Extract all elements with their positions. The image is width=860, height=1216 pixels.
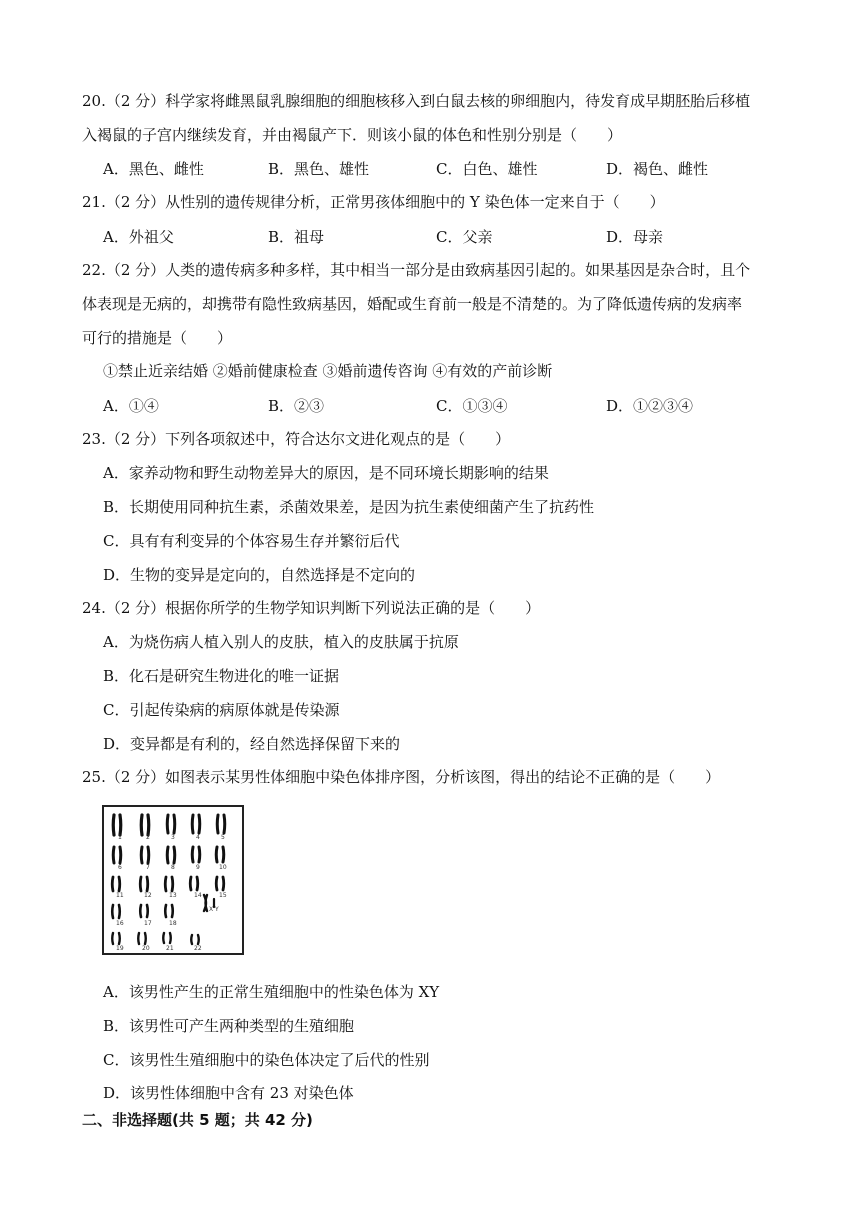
chromosome-number-15: 15 [219, 892, 227, 899]
chromosome-number-14: 14 [194, 892, 202, 899]
question-24-option-a: A．为烧伤病人植入别人的皮肤，植入的皮肤属于抗原 [103, 633, 459, 651]
question-24-option-d: D．变异都是有利的，经自然选择保留下来的 [103, 735, 401, 753]
karyotype-figure [102, 805, 244, 955]
chromosome-5-a [217, 815, 218, 833]
chromosome-13-a [165, 877, 166, 891]
chromosome-6-a [113, 847, 114, 863]
chromosome-3-a [167, 815, 168, 833]
chromosome-number-7: 7 [146, 864, 150, 871]
chromosome-12-a [140, 877, 141, 891]
chromosome-10-a [216, 847, 217, 862]
chromosome-16-a [112, 905, 113, 918]
chromosome-12-b [147, 877, 148, 891]
question-21-option-d: D．母亲 [606, 228, 664, 246]
question-22-stem-line-3: 可行的措施是（ ） [82, 329, 233, 347]
chromosome-2-a [141, 815, 142, 835]
chromosome-number-19: 19 [116, 945, 124, 952]
chromosome-22-a [191, 935, 192, 944]
question-24-option-b: B．化石是研究生物进化的唯一证据 [103, 667, 340, 685]
chromosome-21-a [163, 933, 164, 943]
question-20-stem-line-2: 入褐鼠的子宫内继续发育，并由褐鼠产下．则该小鼠的体色和性别分别是（ ） [82, 126, 623, 144]
chromosome-number-6: 6 [118, 864, 122, 871]
chromosome-18-b [172, 905, 173, 917]
section-title: 二、非选择题(共 5 题；共 42 分) [82, 1111, 313, 1129]
sex-chromosome-label: X Y [209, 906, 219, 913]
question-20-option-a: A．黑色、雌性 [103, 160, 204, 178]
question-21-option-c: C．父亲 [436, 228, 493, 246]
chromosome-14-a [190, 877, 191, 890]
chromosome-number-9: 9 [196, 864, 200, 871]
chromosome-number-12: 12 [144, 892, 152, 899]
chromosome-number-10: 10 [219, 864, 227, 871]
question-20-stem-line-1: 20.（2 分）科学家将雌黑鼠乳腺细胞的细胞核移入到白鼠去核的卵细胞内，待发育成早期胚胎后移植 [82, 92, 751, 110]
chromosome-number-11: 11 [116, 892, 124, 899]
question-22-option-b: B．②③ [268, 397, 325, 415]
question-22-option-a: A．①④ [103, 397, 159, 415]
chromosome-number-4: 4 [196, 834, 200, 841]
chromosome-16-b [119, 905, 120, 918]
question-25-option-c: C．该男性生殖细胞中的染色体决定了后代的性别 [103, 1051, 430, 1069]
question-20-option-c: C．白色、雄性 [436, 160, 538, 178]
chromosome-2-b [148, 815, 149, 835]
chromosome-number-1: 1 [118, 834, 122, 841]
chromosome-number-2: 2 [146, 834, 150, 841]
question-23-option-c: C．具有有利变异的个体容易生存并繁衍后代 [103, 532, 400, 550]
question-24-option-c: C．引起传染病的病原体就是传染源 [103, 701, 340, 719]
chromosome-10-b [223, 847, 224, 862]
chromosome-18-a [165, 905, 166, 917]
chromosome-3-b [174, 815, 175, 833]
chromosome-15-a [216, 877, 217, 890]
question-21-stem: 21.（2 分）从性别的遗传规律分析，正常男孩体细胞中的 Y 染色体一定来自于（ ） [82, 193, 665, 211]
chromosome-1-a [113, 815, 114, 835]
question-20-option-d: D．褐色、雌性 [606, 160, 709, 178]
chromosome-20-b [145, 933, 146, 944]
question-21-option-a: A．外祖父 [103, 228, 174, 246]
question-23-option-a: A．家养动物和野生动物差异大的原因，是不同环境长期影响的结果 [103, 464, 549, 482]
chromosome-14-b [197, 877, 198, 890]
chromosome-9-b [199, 847, 200, 862]
question-22-option-c: C．①③④ [436, 397, 508, 415]
question-23-option-b: B．长期使用同种抗生素，杀菌效果差，是因为抗生素使细菌产生了抗药性 [103, 498, 595, 516]
question-23-stem: 23.（2 分）下列各项叙述中，符合达尔文进化观点的是（ ） [82, 430, 511, 448]
chromosome-11-a [112, 877, 113, 891]
chromosome-6-b [120, 847, 121, 863]
chromosome-8-a [167, 847, 168, 863]
chromosome-number-16: 16 [116, 920, 124, 927]
chromosome-x [204, 895, 207, 911]
chromosome-15-b [223, 877, 224, 890]
chromosome-21-b [170, 933, 171, 943]
chromosome-number-8: 8 [171, 864, 175, 871]
chromosome-8-b [174, 847, 175, 863]
chromosome-number-18: 18 [169, 920, 177, 927]
chromosome-number-13: 13 [169, 892, 177, 899]
question-22-stem-line-2: 体表现是无病的，却携带有隐性致病基因，婚配或生育前一般是不清楚的。为了降低遗传病的发病率 [82, 295, 743, 313]
chromosome-20-a [138, 933, 139, 944]
chromosome-7-a [141, 847, 142, 863]
chromosome-number-3: 3 [171, 834, 175, 841]
chromosome-22-b [198, 935, 199, 944]
chromosome-1-b [120, 815, 121, 835]
chromosome-11-b [119, 877, 120, 891]
chromosome-13-b [172, 877, 173, 891]
chromosome-4-b [199, 815, 200, 833]
chromosome-number-21: 21 [166, 945, 174, 952]
question-25-option-b: B．该男性可产生两种类型的生殖细胞 [103, 1017, 355, 1035]
chromosome-17-a [140, 905, 141, 917]
chromosome-number-5: 5 [221, 834, 225, 841]
chromosome-7-b [148, 847, 149, 863]
chromosome-19-a [112, 933, 113, 944]
chromosome-number-17: 17 [144, 920, 152, 927]
chromosome-19-b [119, 933, 120, 944]
question-25-option-a: A．该男性产生的正常生殖细胞中的性染色体为 XY [103, 983, 440, 1001]
chromosome-number-20: 20 [142, 945, 150, 952]
question-22-statements: ①禁止近亲结婚 ②婚前健康检查 ③婚前遗传咨询 ④有效的产前诊断 [103, 362, 553, 380]
karyotype-chromosomes-svg [104, 807, 241, 952]
question-21-option-b: B．祖母 [268, 228, 325, 246]
question-22-option-d: D．①②③④ [606, 397, 694, 415]
question-20-option-b: B．黑色、雄性 [268, 160, 370, 178]
chromosome-5-b [224, 815, 225, 833]
chromosome-9-a [192, 847, 193, 862]
question-24-stem: 24.（2 分）根据你所学的生物学知识判断下列说法正确的是（ ） [82, 599, 541, 617]
chromosome-17-b [147, 905, 148, 917]
question-25-option-d: D．该男性体细胞中含有 23 对染色体 [103, 1084, 354, 1102]
chromosome-4-a [192, 815, 193, 833]
question-25-stem: 25.（2 分）如图表示某男性体细胞中染色体排序图，分析该图，得出的结论不正确的是（ ） [82, 768, 721, 786]
chromosome-number-22: 22 [194, 945, 202, 952]
question-23-option-d: D．生物的变异是定向的，自然选择是不定向的 [103, 566, 416, 584]
question-22-stem-line-1: 22.（2 分）人类的遗传病多种多样，其中相当一部分是由致病基因引起的。如果基因是杂合时，且个 [82, 261, 751, 279]
